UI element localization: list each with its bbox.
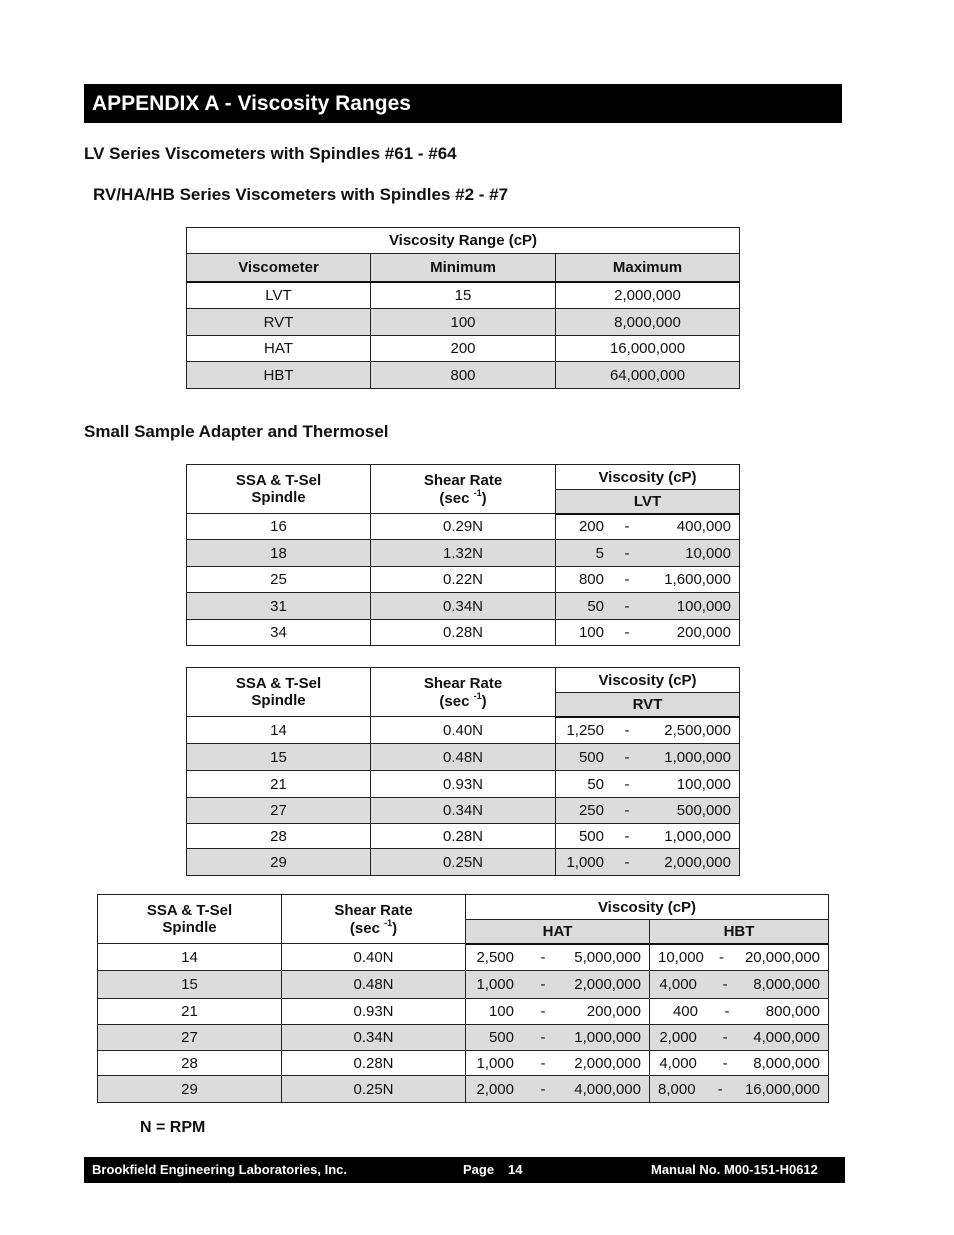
table-cell: 0.40N: [371, 717, 556, 744]
table-cell: 1.32N: [371, 540, 556, 567]
viscosity-range-cell: [556, 514, 740, 540]
table-row: [98, 1025, 829, 1051]
table-cell: 0.22N: [371, 567, 556, 593]
range-max: 8,000,000: [753, 1054, 821, 1072]
table-cell: 21: [187, 771, 371, 798]
range-dash: -: [624, 748, 630, 766]
range-max: 8,000,000: [753, 976, 821, 993]
range-dash: -: [540, 1003, 546, 1020]
table-cell: 28: [187, 824, 371, 849]
viscosity-range-cell: [650, 999, 829, 1025]
ssa-lvt-table: [186, 464, 740, 646]
range-max: 16,000,000: [744, 1080, 821, 1098]
range-dash: -: [718, 948, 724, 966]
header-shear-superscript: -1: [473, 690, 482, 701]
header-shear-superscript: -1: [384, 917, 393, 928]
range-dash: -: [722, 976, 728, 993]
header-shear-close: ): [481, 489, 487, 507]
table-cell: 14: [98, 944, 282, 971]
range-min: 4,000: [659, 1054, 697, 1072]
viscosity-range-cell: [466, 944, 650, 971]
table-cell: 0.48N: [371, 744, 556, 771]
viscosity-range-cell: [650, 1051, 829, 1076]
table-cell: 14: [187, 717, 371, 744]
range-max: 200,000: [676, 624, 731, 641]
range-dash: -: [624, 721, 630, 739]
range-max: 2,000,000: [574, 976, 641, 993]
viscosity-range-cell: [650, 944, 829, 971]
range-dash: -: [540, 948, 546, 966]
header-shear-line2: (sec: [349, 919, 385, 937]
header-spindle-line2: Spindle: [251, 489, 306, 506]
table-row: [187, 620, 740, 646]
header-shear-close: ): [481, 692, 487, 710]
range-max: 100,000: [676, 775, 731, 793]
viscosity-range-cell: [556, 620, 740, 646]
table-row: [187, 824, 740, 849]
range-min: 500: [578, 827, 604, 845]
viscosity-range-cell: [556, 717, 740, 744]
range-max: 2,500,000: [664, 721, 731, 739]
viscosity-range-cell: [556, 593, 740, 620]
table-cell: HBT: [187, 362, 371, 389]
range-dash: -: [717, 1080, 723, 1098]
header-shear-superscript: -1: [473, 487, 482, 498]
table-row: [187, 309, 740, 336]
header-spindle-line1: SSA & T-Sel: [146, 902, 233, 919]
table-row: [187, 362, 740, 389]
range-max: 2,000,000: [664, 853, 731, 871]
range-max: 5,000,000: [574, 948, 641, 966]
header-shear-line2: (sec: [439, 489, 474, 507]
table-row: [98, 1076, 829, 1103]
range-dash: -: [540, 976, 546, 993]
range-dash: -: [540, 1054, 546, 1072]
range-min: 800: [578, 571, 604, 588]
appendix-title: APPENDIX A - Viscosity Ranges: [84, 84, 842, 123]
range-max: 4,000,000: [574, 1080, 641, 1098]
table-row: [98, 944, 829, 971]
table-row: [187, 798, 740, 824]
viscosity-range-cell: [556, 540, 740, 567]
range-max: 4,000,000: [753, 1029, 821, 1046]
column-header-viscosity: Viscosity (cP): [556, 668, 740, 693]
range-min: 400: [672, 1003, 698, 1020]
table-row: [187, 593, 740, 620]
range-min: 500: [488, 1029, 514, 1046]
table-cell: 0.29N: [371, 514, 556, 540]
range-min: 1,000: [566, 853, 604, 871]
range-max: 1,600,000: [664, 571, 731, 588]
table-row: [187, 567, 740, 593]
range-dash: -: [624, 518, 630, 536]
range-min: 8,000: [658, 1080, 696, 1098]
table-row: [187, 540, 740, 567]
viscosity-range-cell: [556, 824, 740, 849]
viscosity-range-cell: [466, 1025, 650, 1051]
viscosity-range-cell: [466, 1051, 650, 1076]
range-dash: -: [722, 1029, 728, 1046]
range-min: 2,500: [476, 948, 514, 966]
table-cell: 2,000,000: [556, 282, 740, 309]
ssa-rvt-table: [186, 667, 740, 876]
viscosity-range-cell: [650, 971, 829, 999]
range-dash: -: [722, 1054, 728, 1072]
table-cell: 64,000,000: [556, 362, 740, 389]
range-dash: -: [624, 775, 630, 793]
table-row: [187, 744, 740, 771]
viscosity-range-cell: [556, 849, 740, 876]
rpm-note: N = RPM: [140, 1119, 206, 1136]
table-caption: Viscosity Range (cP): [187, 228, 740, 254]
range-max: 1,000,000: [574, 1029, 641, 1046]
viscosity-range-cell: [556, 744, 740, 771]
column-header-hbt: HBT: [650, 920, 829, 944]
range-dash: -: [624, 544, 630, 562]
column-header-spindle: [98, 895, 282, 944]
table-row: [98, 999, 829, 1025]
table-cell: 29: [98, 1076, 282, 1103]
range-max: 10,000: [685, 544, 731, 562]
column-header-viscometer: Viscometer: [187, 254, 371, 282]
viscosity-range-cell: [650, 1025, 829, 1051]
ssa-hat-hbt-table: [97, 894, 829, 1103]
heading-rv-ha-hb-series: RV/HA/HB Series Viscometers with Spindles #2 - #7: [93, 185, 509, 204]
heading-small-sample-adapter: Small Sample Adapter and Thermosel: [84, 422, 389, 441]
column-header-hat: HAT: [466, 920, 650, 944]
range-min: 200: [578, 518, 604, 536]
table-cell: 8,000,000: [556, 309, 740, 336]
viscosity-range-cell: [556, 567, 740, 593]
range-dash: -: [624, 597, 630, 615]
column-header-model: LVT: [556, 490, 740, 514]
range-min: 1,000: [476, 1054, 514, 1072]
range-max: 1,000,000: [664, 748, 731, 766]
table-row: [98, 971, 829, 999]
range-max: 100,000: [676, 597, 731, 615]
viscosity-range-cell: [556, 771, 740, 798]
table-cell: 29: [187, 849, 371, 876]
table-cell: 0.93N: [371, 771, 556, 798]
range-min: 100: [578, 624, 604, 641]
footer-manual-number: Manual No. M00-151-H0612: [651, 1162, 818, 1177]
range-max: 500,000: [676, 802, 731, 819]
table-cell: 15: [371, 282, 556, 309]
header-shear-line1: Shear Rate: [334, 901, 413, 919]
header-spindle-line1: SSA & T-Sel: [235, 472, 322, 489]
header-spindle-line2: Spindle: [251, 692, 306, 709]
range-min: 100: [488, 1003, 514, 1020]
column-header-spindle: [187, 465, 371, 514]
table-cell: 0.34N: [282, 1025, 466, 1051]
viscosity-range-cell: [466, 971, 650, 999]
table-cell: 0.34N: [371, 593, 556, 620]
footer-page-label: Page: [463, 1162, 495, 1177]
range-min: 250: [578, 802, 604, 819]
table-cell: 200: [371, 336, 556, 362]
table-cell: 0.25N: [371, 849, 556, 876]
range-max: 20,000,000: [744, 948, 821, 966]
column-header-maximum: Maximum: [556, 254, 740, 282]
range-dash: -: [624, 571, 630, 588]
range-min: 2,000: [659, 1029, 697, 1046]
range-min: 1,250: [566, 721, 604, 739]
range-min: 10,000: [658, 948, 704, 966]
table-cell: 34: [187, 620, 371, 646]
table-cell: 28: [98, 1051, 282, 1076]
column-header-viscosity: Viscosity (cP): [556, 465, 740, 490]
heading-lv-series: LV Series Viscometers with Spindles #61 - #64: [84, 144, 457, 163]
range-dash: -: [624, 853, 630, 871]
header-shear-line1: Shear Rate: [423, 471, 503, 489]
column-header-minimum: Minimum: [371, 254, 556, 282]
viscosity-range-cell: [556, 798, 740, 824]
column-header-shear-rate: [282, 895, 466, 944]
table-cell: 0.28N: [282, 1051, 466, 1076]
range-min: 50: [587, 597, 604, 615]
range-max: 1,000,000: [664, 827, 731, 845]
table-row: [187, 771, 740, 798]
column-header-shear-rate: [371, 668, 556, 717]
table-cell: 16,000,000: [556, 336, 740, 362]
range-max: 800,000: [765, 1003, 821, 1020]
table-cell: 0.34N: [371, 798, 556, 824]
table-cell: 16: [187, 514, 371, 540]
footer-company: Brookfield Engineering Laboratories, Inc.: [92, 1162, 347, 1177]
range-dash: -: [540, 1029, 546, 1046]
range-min: 4,000: [659, 976, 697, 993]
table-row: [187, 336, 740, 362]
range-min: 50: [587, 775, 604, 793]
table-cell: 18: [187, 540, 371, 567]
column-header-viscosity: Viscosity (cP): [466, 895, 829, 920]
table-cell: 27: [98, 1025, 282, 1051]
table-row: [187, 849, 740, 876]
header-shear-line1: Shear Rate: [423, 674, 503, 692]
table-cell: 0.40N: [282, 944, 466, 971]
table-cell: 0.28N: [371, 824, 556, 849]
column-header-shear-rate: [371, 465, 556, 514]
range-dash: -: [540, 1080, 546, 1098]
header-spindle-line2: Spindle: [162, 919, 217, 936]
table-cell: 21: [98, 999, 282, 1025]
table-cell: 31: [187, 593, 371, 620]
table-row: [98, 1051, 829, 1076]
range-dash: -: [624, 624, 630, 641]
viscosity-range-cell: [466, 1076, 650, 1103]
footer-page-number: 14: [508, 1162, 523, 1177]
table-cell: 0.93N: [282, 999, 466, 1025]
table-cell: 100: [371, 309, 556, 336]
viscosity-range-table: [186, 227, 740, 389]
table-cell: RVT: [187, 309, 371, 336]
range-max: 200,000: [586, 1003, 641, 1020]
range-min: 5: [595, 544, 604, 562]
column-header-model: RVT: [556, 693, 740, 717]
table-cell: 800: [371, 362, 556, 389]
header-shear-line2: (sec: [439, 692, 474, 710]
table-cell: 0.25N: [282, 1076, 466, 1103]
table-cell: 15: [187, 744, 371, 771]
table-cell: 15: [98, 971, 282, 999]
table-row: [187, 717, 740, 744]
range-dash: -: [624, 802, 630, 819]
table-cell: 0.48N: [282, 971, 466, 999]
table-cell: LVT: [187, 282, 371, 309]
range-dash: -: [624, 827, 630, 845]
table-cell: 25: [187, 567, 371, 593]
header-shear-close: ): [392, 919, 398, 937]
range-min: 500: [578, 748, 604, 766]
range-dash: -: [724, 1003, 730, 1020]
viscosity-range-cell: [650, 1076, 829, 1103]
table-cell: 27: [187, 798, 371, 824]
table-row: [187, 282, 740, 309]
range-min: 2,000: [476, 1080, 514, 1098]
viscosity-range-cell: [466, 999, 650, 1025]
range-min: 1,000: [476, 976, 514, 993]
range-max: 2,000,000: [574, 1054, 641, 1072]
table-cell: 0.28N: [371, 620, 556, 646]
table-cell: HAT: [187, 336, 371, 362]
header-spindle-line1: SSA & T-Sel: [235, 675, 322, 692]
column-header-spindle: [187, 668, 371, 717]
table-row: [187, 514, 740, 540]
range-max: 400,000: [676, 518, 731, 536]
page-footer: [84, 1157, 845, 1183]
